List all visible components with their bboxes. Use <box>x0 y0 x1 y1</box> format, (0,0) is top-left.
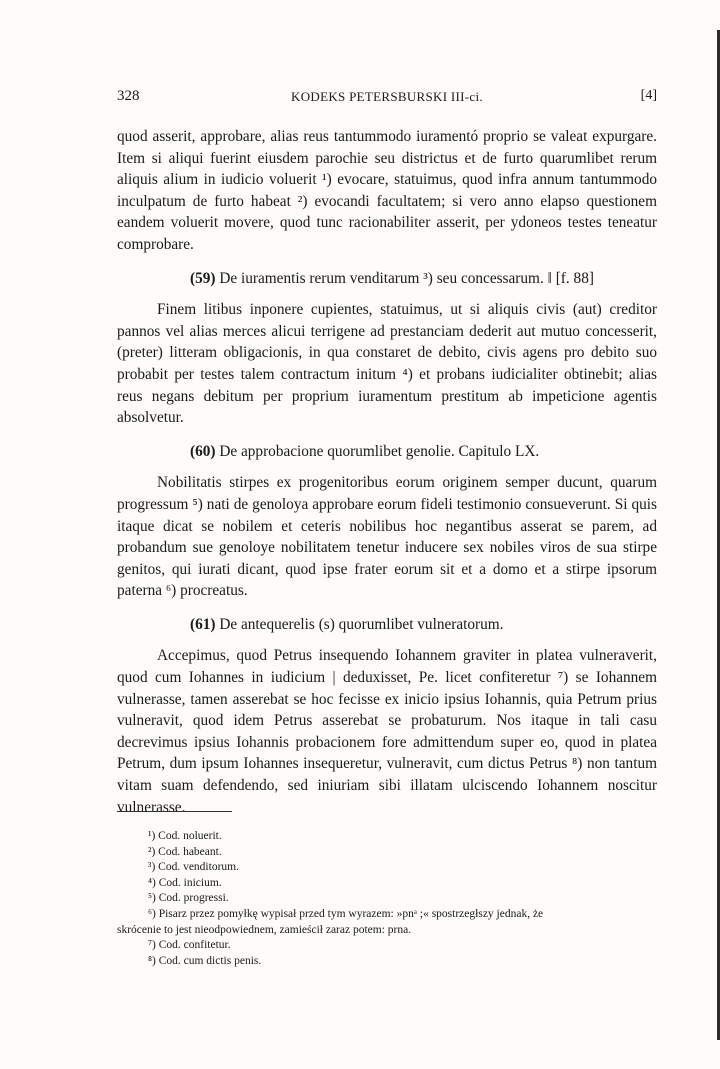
main-text <box>117 126 657 818</box>
footnote-2: ²) Cod. habeant. <box>148 845 222 858</box>
heading-number: (59) <box>190 269 216 287</box>
paragraph-opening: quod asserit, approbare, alias reus tantummodo iuramentó proprio se valeat expurgare. Item si aliqui fuerint eiusdem parochie seu districtus et de furto quarumlibet rerum aliquis alium in iudicio voluerit ¹) evocare, statuimus, quod infra annum tantummodo inculpatum de furto habeat ²) evocandi facultatem; si vero anno elapso questionem eandem voluerit movere, quod tunc racionabiliter asserit, per ydoneos testes teneatur comprobare. <box>117 128 657 253</box>
paragraph-59: Finem litibus inponere cupientes, statuimus, ut si aliquis civis (aut) creditor pannos vel alias merces alicui terrigene ad prestanciam dederit aut mutuo concesserit, (preter) litteram obligacionis, in qua constaret de debito, civis agens pro debito suo probabit per testes talem contractum initum ⁴) et probans iudicialiter obtinebit; alias reus negans debitum per proprium iuramentum prestitum ab impeticione agentis absolvetur. <box>117 301 657 427</box>
footnote-8: ⁸) Cod. cum dictis penis. <box>148 954 262 967</box>
heading-60 <box>117 441 657 463</box>
footnote-7: ⁷) Cod. confitetur. <box>148 939 231 952</box>
footnote-5: ⁵) Cod. progressi. <box>148 892 229 905</box>
paragraph-61: Accepimus, quod Petrus insequendo Iohannem graviter in platea vulneraverit, quod cum Iohannes in iudicium | deduxisset, Pe. licet confiteretur ⁷) se Iohannem vulnerasse, tamen asserebat se hoc fecisse ex inicio ipsius Iohannis, quia Petrum prius vulneravit, quod idem Petrus asserebat se probaturum. Nos itaque in tali casu decrevimus ipsius Iohannis probacionem fore admittendum super eo, quod in platea Petrum, dum ipsum Iohannes insequeretur, vulneravit, cum dictus Petrus ⁸) non tantum vitam suam defendendo, sed iniuriam sibi illatam ulciscendo Iohannem noscitur vulnerasse. <box>117 647 657 816</box>
footnote-1: ¹) Cod. noluerit. <box>148 830 222 842</box>
heading-number: (61) <box>190 615 216 633</box>
heading-61 <box>117 614 657 636</box>
page-number: 328 <box>117 88 140 104</box>
heading-text: De approbacione quorumlibet genolie. Capitulo LX. <box>219 442 540 460</box>
heading-59 <box>117 268 657 290</box>
footnote-3: ³) Cod. venditorum. <box>148 861 239 874</box>
footnote-6-continued: skrócenie to jest nieodpowiednem, zamieścił zaraz potem: prna. <box>117 923 412 936</box>
footnote-6: ⁶) Pisarz przez pomyłkę wypisał przed tym wyrazem: »pnᵃ ;« spostrzegłszy jednak, że <box>148 907 544 920</box>
running-title: KODEKS PETERSBURSKI III-ci. <box>291 89 483 104</box>
heading-text: De iuramentis rerum venditarum ³) seu concessarum. ‖ [f. 88] <box>219 269 594 287</box>
footnote-4: ⁴) Cod. inicium. <box>148 876 222 889</box>
footnote-divider <box>117 811 232 812</box>
heading-text: De antequerelis (s) quorumlibet vulneratorum. <box>219 615 504 633</box>
paragraph-60: Nobilitatis stirpes ex progenitoribus eorum originem semper ducunt, quarum progressum ⁵) nati de genoloya approbare eorum fideli testimonio consueverunt. Si quis itaque dicat se nobilem et ceteris nobilibus hoc negantibus asserat se parem, ad probandum sue genoloye nobilitatem tenetur inducere sex nobiles viros de sua stirpe genitos, qui iurati dicant, quod ipse frater eorum sit et a domo et a stirpe ipsorum paterna ⁶) procreatus. <box>117 474 657 600</box>
section-mark: [4] <box>640 88 657 103</box>
heading-number: (60) <box>190 442 216 460</box>
running-header <box>117 88 657 110</box>
footnotes <box>117 829 657 969</box>
